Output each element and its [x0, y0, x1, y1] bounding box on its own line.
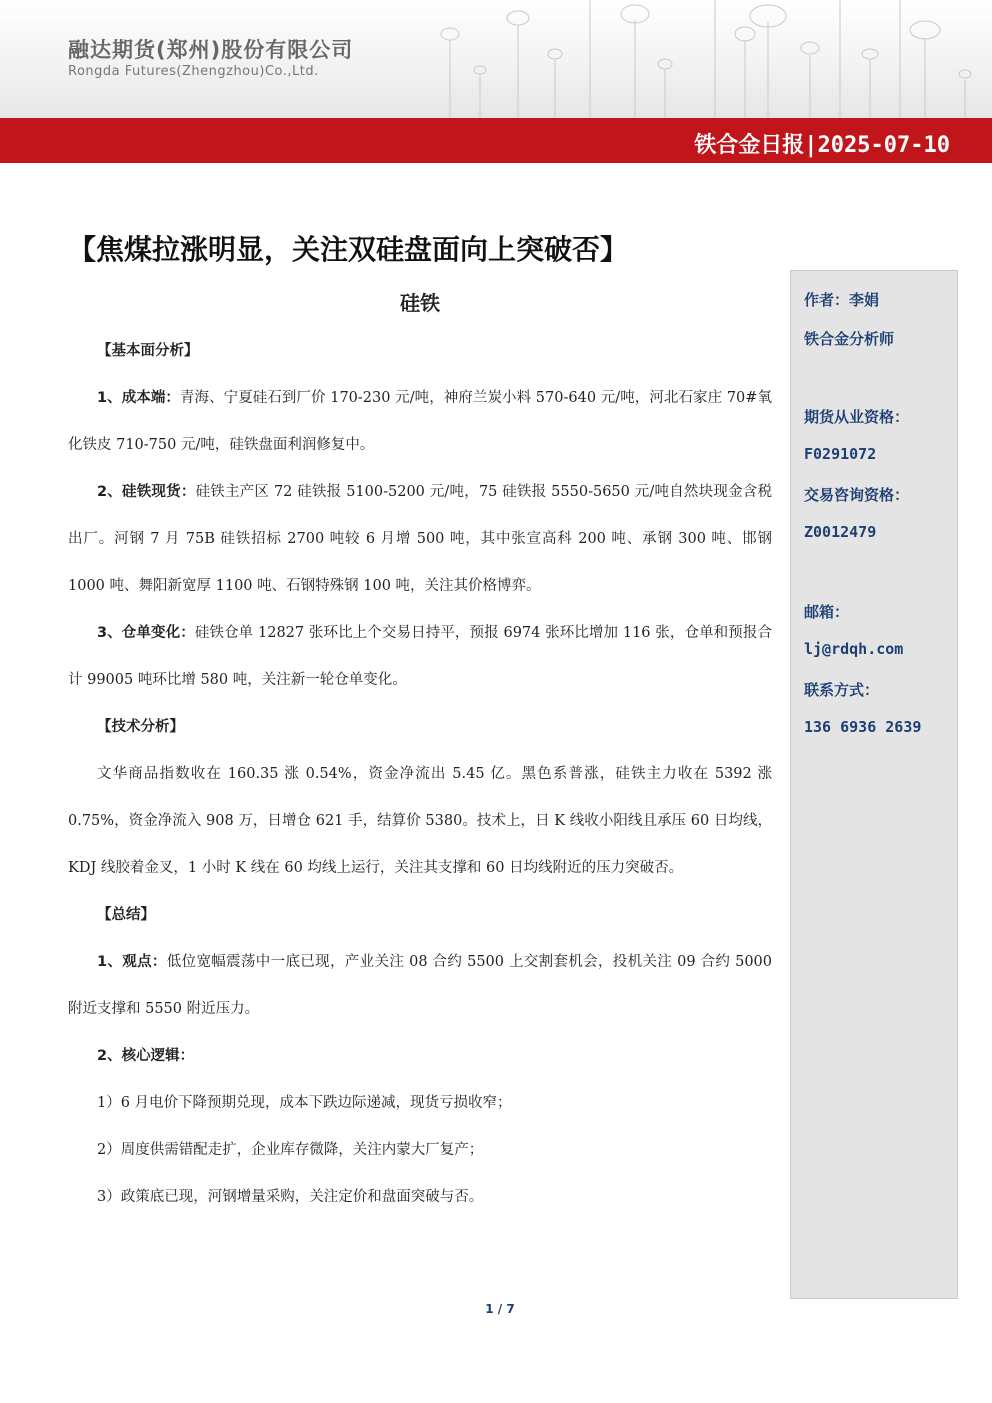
paragraph-spot [68, 469, 772, 610]
paragraph-cost [68, 375, 772, 469]
logic-item: 3）政策底已现，河钢增量采购，关注定价和盘面突破与否。 [97, 1189, 484, 1205]
cost-label: 1、成本端： [97, 390, 180, 406]
decorative-graphic [430, 0, 992, 118]
page-subtitle: 硅铁 [400, 291, 440, 315]
company-name-cn: 融达期货(郑州)股份有限公司 [68, 38, 354, 62]
warehouse-text: 硅铁仓单 12827 张环比上个交易日持平，预报 6974 张环比增加 116 张，仓单和预报合计 99005 吨环比增 580 吨，关注新一轮仓单变化。 [68, 625, 773, 688]
consult-qualification-label: 交易咨询资格： [804, 486, 910, 504]
fundamentals-heading: 【基本面分析】 [97, 343, 199, 359]
futures-qualification-value: F0291072 [804, 445, 877, 463]
logic-item: 2）周度供需错配走扩，企业库存微降，关注内蒙大厂复产； [97, 1142, 484, 1158]
spot-text: 硅铁主产区 72 硅铁报 5100-5200 元/吨，75 硅铁报 5550-5650 元/吨自然块现金含税出厂。河钢 7 月 75B 硅铁招标 2700 吨较 6 月增 500 吨，其中张宣高科 200 吨、承钢 300 吨、邯钢 1000 吨、舞阳新宽厚 1100 吨、石钢特殊钢 100 吨，关注其价格博弈。 [68, 484, 772, 594]
warehouse-label: 3、仓单变化： [97, 625, 195, 641]
logic-item: 1）6 月电价下降预期兑现，成本下跌边际递减，现货亏损收窄； [97, 1095, 512, 1111]
email-label: 邮箱： [804, 603, 850, 621]
view-text: 低位宽幅震荡中一底已现，产业关注 08 合约 5500 上交割套机会，投机关注 09 合约 5000 附近支撑和 5550 附近压力。 [68, 954, 773, 1017]
report-body [68, 328, 772, 1221]
futures-qualification-label: 期货从业资格： [804, 408, 910, 426]
author-role: 铁合金分析师 [804, 330, 895, 348]
spot-label: 2、硅铁现货： [97, 484, 196, 500]
contact-label: 联系方式： [804, 681, 880, 699]
company-name-en: Rongda Futures(Zhengzhou)Co.,Ltd. [68, 64, 319, 79]
email-link[interactable]: lj@rdqh.com [804, 640, 904, 658]
technical-heading: 【技术分析】 [97, 719, 184, 735]
view-label: 1、观点： [97, 954, 167, 970]
contact-phone: 136 6936 2639 [804, 718, 922, 736]
paragraph-view [68, 939, 772, 1033]
report-tag: 铁合金日报|2025-07-10 [694, 133, 950, 158]
consult-qualification-value: Z0012479 [804, 523, 877, 541]
paragraph-warehouse [68, 610, 772, 704]
logic-heading [68, 1033, 772, 1080]
technical-text: 文华商品指数收在 160.35 涨 0.54%，资金净流出 5.45 亿。黑色系普涨，硅铁主力收在 5392 涨 0.75%，资金净流入 908 万，日增仓 621 手，结算价 5380。技术上，日 K 线收小阳线且承压 60 日均线，KDJ 线胶着金叉，1 小时 K 线在 60 均线上运行，关注其支撑和 60 日均线附近的压力突破否。 [68, 766, 772, 876]
author-sidebar [790, 270, 958, 1299]
page-title: 【焦煤拉涨明显，关注双硅盘面向上突破否】 [68, 233, 629, 266]
cost-text: 青海、宁夏硅石到厂价 170-230 元/吨，神府兰炭小料 570-640 元/吨，河北石家庄 70#氧化铁皮 710-750 元/吨，硅铁盘面利润修复中。 [68, 390, 772, 453]
logic-label: 2、核心逻辑： [97, 1048, 195, 1064]
summary-heading: 【总结】 [97, 907, 155, 923]
author-name: 作者：李娟 [804, 291, 880, 309]
page-number: 1 / 7 [485, 1302, 515, 1316]
